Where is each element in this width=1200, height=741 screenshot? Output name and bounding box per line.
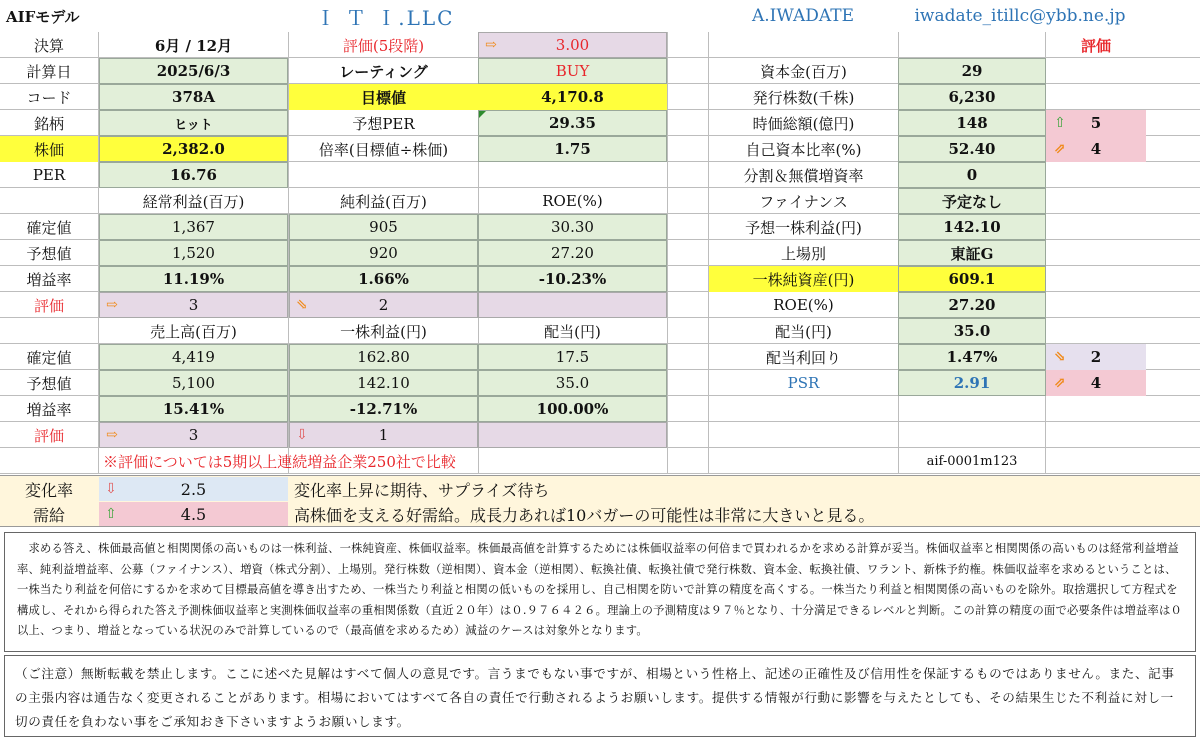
arrow-up-right-icon: ⇗	[1054, 141, 1066, 157]
market-cap-score: 5	[1090, 114, 1102, 132]
finance-label: ファイナンス	[759, 192, 848, 211]
method-note: 求める答え、株価最高値と相関関係の高いものは一株利益、一株純資産、株価収益率。株価最高値を計算するためには株価収益率の何倍まで買われるかを求める計算が妥当。株価収益率と相関関係の高いものは経常利益増益率、純利益増益率、公募（ファイナンス）、増資（株式分割）、上場別。発行株数（逆相関）、資本金（逆相関）、転換社債、転換社債で発行株数、資本金、転換社債、ワラント、新株予約権。株価収益率を求めるということは、一株当たり利益を何倍にするかを求めて目標最高値を導き出すため、一株当たり利益と相関の低いものを採用し、自己相関を防いで計算の精度を高くする。一株当たり利益と相関関係の高いものを除外。取捨選択して方程式を構成し、それから得られた答え予測株価収益率と実測株価収益率の重相関係数（直近２０年）は０.９７６４２６。理論上の予測精度は９７％となり、十分満足できるレベルと判断。この計算の精度の面で必要条件は増益率は０以上、つまり、増益となっている状況のみで計算しているので（最高値を求めるため）減益のケースは対象外となります。	[4, 532, 1196, 652]
profit-cell: 1,520	[99, 240, 288, 266]
roe-value: 27.20	[898, 292, 1046, 318]
kessan-label: 決算	[33, 36, 64, 55]
dividend-label: 配当(円)	[775, 322, 832, 341]
rating-value: BUY	[478, 58, 667, 84]
sales-cell: 4,419	[99, 344, 288, 370]
per-value: 16.76	[99, 162, 288, 188]
sales-cell: 142.10	[289, 370, 478, 396]
arrow-down-icon: ⇩	[105, 481, 117, 497]
sales-header-1: 売上高(百万)	[150, 322, 237, 341]
eps-forecast-label: 予想一株利益(円)	[745, 218, 862, 237]
name-label: 銘柄	[33, 114, 64, 133]
profit-cell: -10.23%	[478, 266, 667, 292]
shares-value: 6,230	[898, 84, 1046, 110]
capital-value: 29	[898, 58, 1046, 84]
arrow-down-right-icon: ⇘	[1054, 349, 1066, 365]
name-value: ヒット	[99, 110, 288, 136]
capital-label: 資本金(百万)	[760, 62, 847, 81]
profit-cell: 1,367	[99, 214, 288, 240]
supply-comment: 高株価を支える好需給。成長力あれば10バガーの可能性は非常に大きいと見る。	[294, 505, 875, 525]
sales-row-label: 予想値	[26, 374, 72, 393]
supply-cell	[99, 502, 288, 526]
split-label: 分割＆無償増資率	[743, 166, 864, 185]
profit-eval-label: 評価	[33, 296, 64, 315]
eps-forecast-value: 142.10	[898, 214, 1046, 240]
sales-row-label: 確定値	[26, 348, 72, 367]
yield-value: 1.47%	[898, 344, 1046, 370]
sales-eval-2-value: 1	[378, 426, 389, 444]
model-name: AIFモデル	[6, 7, 80, 26]
sales-eval-1	[99, 422, 288, 448]
split-value: 0	[898, 162, 1046, 188]
per-label: PER	[32, 166, 66, 184]
target-value: 4,170.8	[478, 84, 667, 110]
yield-score: 2	[1090, 348, 1102, 366]
yield-score-cell	[1046, 344, 1146, 370]
supply-value: 4.5	[180, 504, 207, 524]
psr-label: PSR	[787, 374, 820, 392]
arrow-down-icon: ⇩	[296, 427, 308, 443]
per-forecast-value: 29.35	[478, 110, 667, 136]
author-email[interactable]: iwadate_itillc@ybb.ne.jp	[914, 6, 1126, 26]
profit-cell: 11.19%	[99, 266, 288, 292]
finance-value: 予定なし	[898, 188, 1046, 214]
market-cap-label: 時価総額(億円)	[752, 114, 855, 133]
profit-row-label: 増益率	[26, 270, 72, 289]
arrow-down-right-icon: ⇘	[296, 297, 308, 313]
psr-score: 4	[1090, 374, 1102, 392]
author-name: A.IWADATE	[751, 6, 855, 26]
arrow-right-icon: ⇨	[106, 427, 118, 443]
market-cap-value: 148	[898, 110, 1046, 136]
sales-eval-2	[289, 422, 478, 448]
shares-label: 発行株数(千株)	[752, 88, 855, 107]
profit-row-label: 予想値	[26, 244, 72, 263]
calcdate-value: 2025/6/3	[99, 58, 288, 84]
equity-ratio-score-cell	[1046, 136, 1146, 162]
arrow-up-icon: ⇧	[105, 506, 117, 522]
hyoka5-cell	[478, 32, 667, 58]
bps-value: 609.1	[898, 266, 1046, 292]
sales-eval-label: 評価	[33, 426, 64, 445]
psr-score-cell	[1046, 370, 1146, 396]
profit-cell: 27.20	[478, 240, 667, 266]
code-label: コード	[26, 88, 72, 107]
sales-cell: 17.5	[478, 344, 667, 370]
footnote: ※評価については5期以上連続増益企業250社で比較	[103, 452, 456, 471]
change-value: 2.5	[180, 479, 207, 499]
target-label: 目標値	[289, 84, 478, 110]
sales-cell: 35.0	[478, 370, 667, 396]
profit-eval-2-value: 2	[378, 296, 389, 314]
equity-ratio-label: 自己資本比率(%)	[745, 140, 862, 159]
change-cell	[99, 477, 288, 501]
code-value: 378A	[99, 84, 288, 110]
sales-cell: 5,100	[99, 370, 288, 396]
sales-cell: 162.80	[289, 344, 478, 370]
sales-header-2: 一株利益(円)	[340, 322, 427, 341]
arrow-up-right-icon: ⇗	[1054, 375, 1066, 391]
caution-note: （ご注意）無断転載を禁止します。ここに述べた見解はすべて個人の意見です。言うまでもない事ですが、相場という性格上、記述の正確性及び信用性を保証するものではありません。また、記事の主張内容は通告なく変更されることがあります。相場においてはすべて各自の責任で行動されるようお願いします。提供する情報が行動に影響を与えたとしても、その結果生じた不利益に対し一切の責任を負わない事をご承知おき下さいますようお願いします。	[4, 655, 1196, 737]
equity-ratio-value: 52.40	[898, 136, 1046, 162]
profit-cell: 1.66%	[289, 266, 478, 292]
listing-label: 上場別	[780, 244, 826, 263]
calcdate-label: 計算日	[26, 62, 72, 81]
doc-id: aif-0001m123	[926, 453, 1018, 469]
sales-cell: 100.00%	[478, 396, 667, 422]
profit-eval-3	[478, 292, 667, 318]
listing-value: 東証G	[898, 240, 1046, 266]
ratio-value: 1.75	[478, 136, 667, 162]
change-label: 変化率	[24, 480, 73, 500]
profit-cell: 30.30	[478, 214, 667, 240]
arrow-right-icon: ⇨	[106, 297, 118, 313]
rating-label: レーティング	[339, 62, 428, 81]
price-label: 株価	[0, 136, 98, 162]
kessan-value: 6月 / 12月	[154, 36, 233, 55]
sales-eval-1-value: 3	[188, 426, 199, 444]
profit-eval-1	[99, 292, 288, 318]
profit-eval-2	[289, 292, 478, 318]
arrow-right-icon: ⇨	[485, 37, 497, 53]
change-comment: 変化率上昇に期待、サプライズ待ち	[294, 480, 550, 500]
company-name: Ｉ Ｔ Ｉ.LLC	[315, 5, 455, 28]
eval-header: 評価	[1080, 36, 1111, 55]
dividend-value: 35.0	[898, 318, 1046, 344]
hyoka5-label: 評価(5段階)	[342, 36, 425, 55]
comment-marker-icon	[479, 111, 486, 118]
supply-label: 需給	[32, 505, 65, 525]
sales-eval-3	[478, 422, 667, 448]
sales-cell: -12.71%	[289, 396, 478, 422]
market-cap-score-cell	[1046, 110, 1146, 136]
roe-label: ROE(%)	[773, 296, 834, 314]
psr-value: 2.91	[898, 370, 1046, 396]
sales-header-3: 配当(円)	[544, 322, 601, 341]
profit-row-label: 確定値	[26, 218, 72, 237]
profit-header-1: 経常利益(百万)	[142, 192, 245, 211]
price-value: 2,382.0	[99, 136, 288, 162]
profit-cell: 905	[289, 214, 478, 240]
sales-row-label: 増益率	[26, 400, 72, 419]
bps-label: 一株純資産(円)	[709, 266, 898, 292]
hyoka5-value: 3.00	[555, 36, 590, 54]
profit-eval-1-value: 3	[188, 296, 199, 314]
profit-header-2: 純利益(百万)	[340, 192, 427, 211]
arrow-up-icon: ⇧	[1054, 115, 1066, 131]
sales-cell: 15.41%	[99, 396, 288, 422]
ratio-label: 倍率(目標値÷株価)	[318, 140, 449, 159]
yield-label: 配当利回り	[765, 348, 841, 367]
profit-cell: 920	[289, 240, 478, 266]
per-forecast-label: 予想PER	[352, 114, 415, 133]
profit-header-3: ROE(%)	[542, 192, 603, 210]
equity-ratio-score: 4	[1090, 140, 1102, 158]
